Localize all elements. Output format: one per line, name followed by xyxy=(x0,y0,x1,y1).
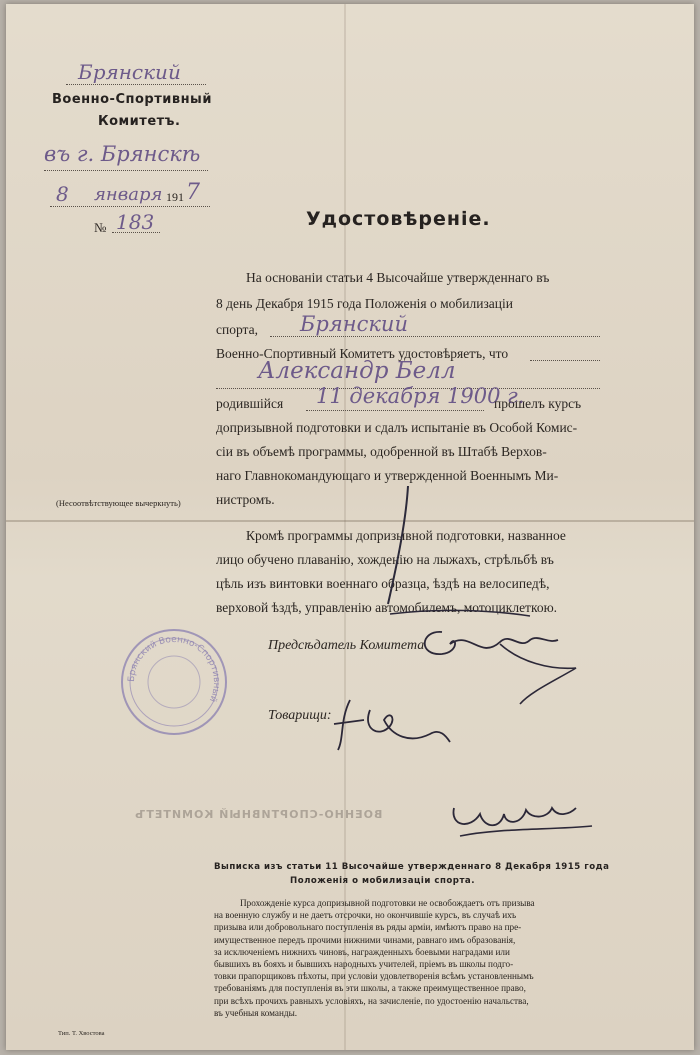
body-line-4-underline xyxy=(530,360,600,361)
extract-line: бывшихъ въ бояхъ и бывшихъ народныхъ учителей, пріемъ въ школы подго- xyxy=(214,959,514,969)
extract-line: требованіямъ для поступленія въ эти школы, а также преимущественное право, xyxy=(214,983,526,994)
pen-stroke-mark xyxy=(380,480,420,610)
seal-text: Брянский Военно-Спортивный xyxy=(126,634,222,704)
birthdate-underline xyxy=(306,410,484,411)
committee-seal xyxy=(118,626,230,736)
fold-line-horizontal xyxy=(6,520,694,522)
extract-line: Прохожденіе курса допризывной подготовки не освобождаетъ отъ призыва xyxy=(240,898,535,908)
body-hand-name: Александр Белл xyxy=(258,358,456,384)
para2-line-2: лицо обучено плаванію, хожденію на лыжахъ, стрѣльбѣ въ xyxy=(216,552,554,567)
body-hand-committee-city: Брянский xyxy=(300,312,408,336)
comrades-label: Товарищи: xyxy=(268,708,332,723)
city-underline xyxy=(66,84,206,85)
extract-title-line-2: Положенія о мобилизаціи спорта. xyxy=(290,876,475,886)
date-year-printed: 191 xyxy=(166,190,184,204)
body-line-1: На основаніи статьи 4 Высочайше утвержденнаго въ xyxy=(246,270,550,285)
chairman-label: Предсѣдатель Комитета xyxy=(268,638,425,653)
org-name-line-2: Комитетъ. xyxy=(98,114,181,129)
margin-note: (Несоотвѣтствующее вычеркнуть) xyxy=(56,498,181,508)
date-underline xyxy=(50,206,210,207)
number-hand: 183 xyxy=(116,210,155,234)
number-underline xyxy=(112,232,160,233)
number-prefix: № xyxy=(94,220,107,235)
extract-line: на военную службу и не даетъ отсрочки, но окончившіе курсъ, въ случаѣ ихъ xyxy=(214,910,517,921)
body-line-10: нистромъ. xyxy=(216,492,275,507)
body-line-3-prefix: спорта, xyxy=(216,322,258,337)
body-line-3-underline xyxy=(270,336,600,337)
body-line-7: допризывной подготовки и сдалъ испытаніе въ Особой Комис- xyxy=(216,420,578,435)
extract-line: въ учебныя команды. xyxy=(214,1007,298,1018)
para2-line-1: Кромѣ программы допризывной подготовки, названное xyxy=(246,528,566,543)
para2-line-3: цѣль изъ винтовки военнаго образца, ѣздѣ на велосипедѣ, xyxy=(216,576,550,591)
date-day: 8 xyxy=(56,182,69,206)
handwritten-city-1: Брянский xyxy=(78,60,181,84)
extract-line: призыва или добровольнаго поступленія въ ряды арміи, имѣютъ право на пре- xyxy=(214,922,522,933)
extract-line: товки прапорщиковъ пѣхоты, при условіи удовлетворенія всѣмъ установленнымъ xyxy=(214,971,534,982)
comrade-signature-1 xyxy=(330,690,460,760)
body-line-2: 8 день Декабря 1915 года Положенія о мобилизаціи xyxy=(216,296,513,311)
body-line-8: сіи въ объемѣ программы, одобренной въ Штабѣ Верхов- xyxy=(216,444,547,459)
printer-mark: Тип. Т. Хвостова xyxy=(58,1030,105,1037)
body-line-6-prefix: родившійся xyxy=(216,396,284,411)
extract-title-line-1: Выписка изъ статьи 11 Высочайше утвержденнаго 8 Декабря 1915 года xyxy=(214,862,610,872)
body-hand-birthdate: 11 декабря 1900 г. xyxy=(316,384,525,408)
extract-line: при всѣхъ прочихъ равныхъ условіяхъ, на зачисленіе, по удостоенію начальства, xyxy=(214,995,529,1006)
extract-line: за исключеніемъ нижнихъ чиновъ, награжденныхъ боевыми наградами или xyxy=(214,946,510,957)
mirror-imprint: ВОЕННО-СПОРТИВНЫЙ КОМИТЕТЪ xyxy=(134,808,383,821)
city-2-underline xyxy=(44,170,208,171)
body-line-6-suffix: прошелъ курсъ xyxy=(494,396,582,411)
comrade-signature-2 xyxy=(440,778,600,848)
date-year-hand: 7 xyxy=(186,180,200,205)
org-name-line-1: Военно-Спортивный xyxy=(52,92,212,107)
date-month: января xyxy=(94,184,163,205)
document-title: Удостовѣреніе. xyxy=(306,208,491,230)
extract-line: имущественное передъ прочими нижними чинами, равнаго имъ образованія, xyxy=(214,934,516,945)
handwritten-city-2: въ г. Брянскѣ xyxy=(44,142,201,166)
body-line-4: Военно-Спортивный Комитетъ удостовѣряетъ, что xyxy=(216,346,509,361)
body-line-9: наго Главнокомандующаго и утвержденной Военнымъ Ми- xyxy=(216,468,559,483)
para2-line-4: верховой ѣздѣ, управленію автомобилемъ, мотоциклеткою. xyxy=(216,600,558,615)
svg-text:Брянский Военно-Спортивный xyxy=(127,635,221,703)
fold-line-vertical xyxy=(344,4,346,1050)
